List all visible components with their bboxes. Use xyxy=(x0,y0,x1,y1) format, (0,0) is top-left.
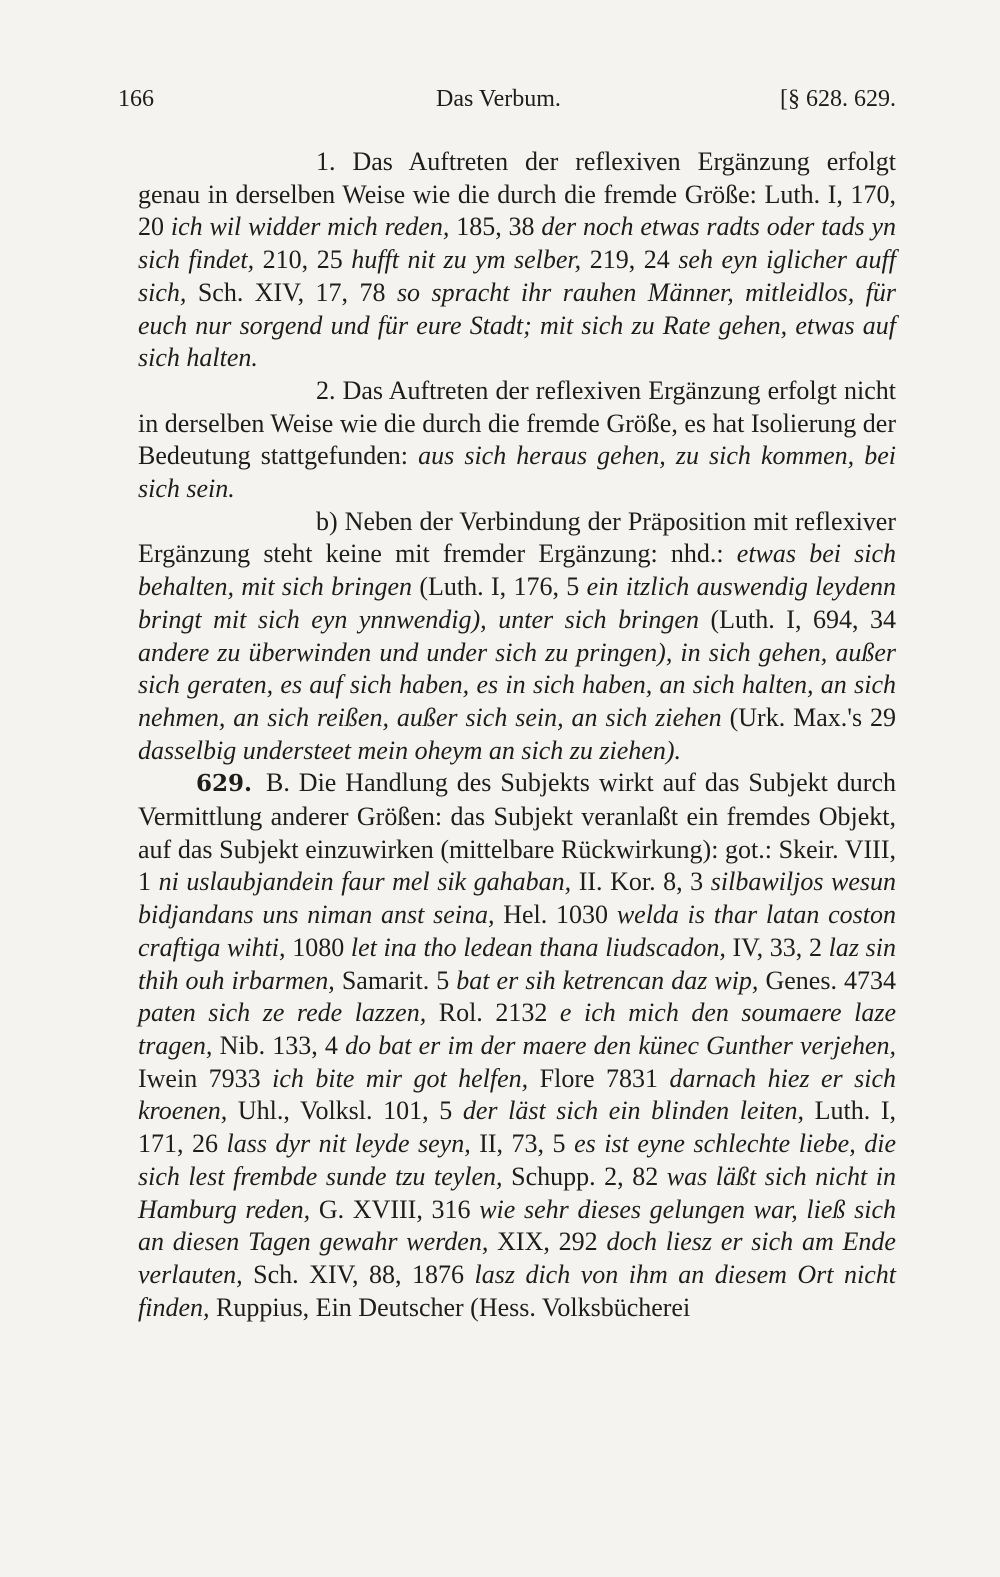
text-run: (Luth. I, 694, 34 xyxy=(698,604,897,634)
paragraph-2 xyxy=(138,375,896,506)
text-run xyxy=(487,605,499,634)
text-run: B. Die Handlung des Subjekts wirkt auf das Subjekt durch Vermittlung anderer Größen: das Subjekt veranlaßt ein fremdes Objekt, auf das Subjekt einzuwirken (mittelbare Rückwirkung): got.: Skeir. VIII, 1 xyxy=(138,768,896,897)
text-run: XIX, 292 xyxy=(488,1227,607,1257)
italic-citation: silbawiljos wesun bidjandans uns niman anst seina, xyxy=(138,867,896,930)
text-run: Luth. I, 171, 26 xyxy=(138,1096,896,1159)
italic-citation: hufft nit zu ym selber, xyxy=(351,245,582,275)
italic-citation: ich bite mir got helfen, xyxy=(272,1063,529,1093)
text-run: Hel. 1030 xyxy=(494,900,617,930)
italic-citation: der noch etwas radts oder tads yn sich findet, xyxy=(138,212,896,275)
text-run: 210, 25 xyxy=(254,245,352,275)
italic-citation: unter sich bringen xyxy=(498,604,699,634)
text-run: Genes. 4734 xyxy=(758,965,896,995)
text-run: 1080 xyxy=(285,932,351,962)
italic-citation: laz sin thih ouh irbarmen, xyxy=(138,932,897,995)
text-run: Schupp. 2, 82 xyxy=(502,1161,667,1191)
text-run: Samarit. 5 xyxy=(334,965,457,995)
running-header xyxy=(118,86,896,116)
paragraph-section-629 xyxy=(138,767,896,1324)
text-run: IV, 33, 2 xyxy=(725,932,829,962)
italic-citation: dasselbig understeet mein oheym an sich zu ziehen). xyxy=(138,735,682,765)
text-run: b) Neben der Verbindung der Präposition mit reflexiver Ergänzung steht keine mit fremder Ergänzung: nhd.: xyxy=(138,506,896,569)
italic-citation: andere zu überwinden und under sich zu pringen), xyxy=(138,637,673,667)
section-number: 629. xyxy=(196,770,253,798)
text-run: Nib. 133, 4 xyxy=(212,1030,346,1060)
text-run: (Luth. I, 176, 5 xyxy=(412,572,587,602)
italic-citation: lass dyr nit leyde seyn, xyxy=(226,1129,471,1159)
italic-citation: in sich gehen, außer sich geraten, es auf sich haben, es in sich haben, an sich halten, an sich nehmen, an sich reißen, außer sich sein, an sich ziehen xyxy=(138,637,896,732)
page-number: 166 xyxy=(118,86,154,112)
running-title: Das Verbum. xyxy=(436,86,561,112)
italic-citation: ich wil widder mich reden, xyxy=(170,212,450,242)
text-run: (Urk. Max.'s 29 xyxy=(721,702,896,732)
italic-citation: bat er sih ketrencan daz wip, xyxy=(456,965,759,995)
text-run: Sch. XIV, 17, 78 xyxy=(186,277,397,307)
italic-citation: do bat er im der maere den künec Gunther verjehen, xyxy=(345,1030,896,1060)
text-run: Sch. XIV, 88, 1876 xyxy=(242,1259,475,1289)
italic-citation: der läst sich ein blinden leiten, xyxy=(462,1096,805,1126)
text-run: 219, 24 xyxy=(581,245,679,275)
italic-citation: wie sehr dieses gelungen war, ließ sich an diesen Tagen gewahr werden, xyxy=(138,1194,896,1257)
section-reference: [§ 628. 629. xyxy=(780,86,896,112)
text-run: II. Kor. 8, 3 xyxy=(571,867,711,897)
page-body xyxy=(138,146,896,1324)
text-run: G. XVIII, 316 xyxy=(310,1194,480,1224)
text-run: Rol. 2132 xyxy=(426,998,560,1028)
section-629-text xyxy=(138,768,896,1321)
italic-citation: lasz dich von ihm an diesem Ort nicht finden, xyxy=(138,1259,896,1322)
italic-citation: aus sich heraus gehen, zu sich kommen, bei sich sein. xyxy=(138,441,896,504)
italic-citation: let ina tho ledean thana liudscadon, xyxy=(350,932,726,962)
text-run: 2. Das Auftreten der reflexiven Ergänzung erfolgt nicht in derselben Weise wie die durch die fremde Größe, es hat Isolierung der Bedeutung stattgefunden: xyxy=(138,375,896,471)
paragraph-1 xyxy=(138,146,896,375)
italic-citation: es ist eyne schlechte liebe, die sich lest frembde sunde tzu teylen, xyxy=(138,1129,897,1191)
italic-citation: seh eyn iglicher auff sich, xyxy=(138,245,897,307)
text-run: Uhl., Volksl. 101, 5 xyxy=(227,1096,463,1126)
italic-citation: ni uslaubjandein faur mel sik gahaban, xyxy=(158,867,572,897)
italic-citation: doch liesz er sich am Ende verlauten, xyxy=(138,1227,896,1289)
italic-citation: paten sich ze rede lazzen, xyxy=(138,998,427,1028)
italic-citation: was läßt sich nicht in Hamburg reden, xyxy=(138,1161,896,1224)
italic-citation: welda is thar latan coston craftiga wihti, xyxy=(138,900,896,962)
text-run: Flore 7831 xyxy=(528,1063,670,1093)
text-run: 185, 38 xyxy=(449,212,542,242)
italic-citation: etwas bei sich behalten, mit sich bringen xyxy=(138,539,897,602)
paragraph-3 xyxy=(138,506,896,768)
text-run: Iwein 7933 xyxy=(138,1063,273,1093)
italic-citation: so spracht ihr rauhen Männer, mitleidlos, für euch nur sorgend und für eure Stadt; mit sich zu Rate gehen, etwas auf sich halten. xyxy=(138,277,897,373)
text-run: Ruppius, Ein Deutscher (Hess. Volksbücherei xyxy=(209,1292,691,1322)
italic-citation: ein itzlich auswendig leydenn bringt mit sich eyn ynnwendig), xyxy=(138,572,897,634)
text-run: II, 73, 5 xyxy=(470,1129,575,1159)
italic-citation: e ich mich den soumaere laze tragen, xyxy=(138,998,896,1060)
text-run: 1. Das Auftreten der reflexiven Ergänzung erfolgt genau in derselben Weise wie die durch die fremde Größe: Luth. I, 170, 20 xyxy=(138,147,896,242)
italic-citation: darnach hiez er sich kroenen, xyxy=(138,1063,897,1126)
